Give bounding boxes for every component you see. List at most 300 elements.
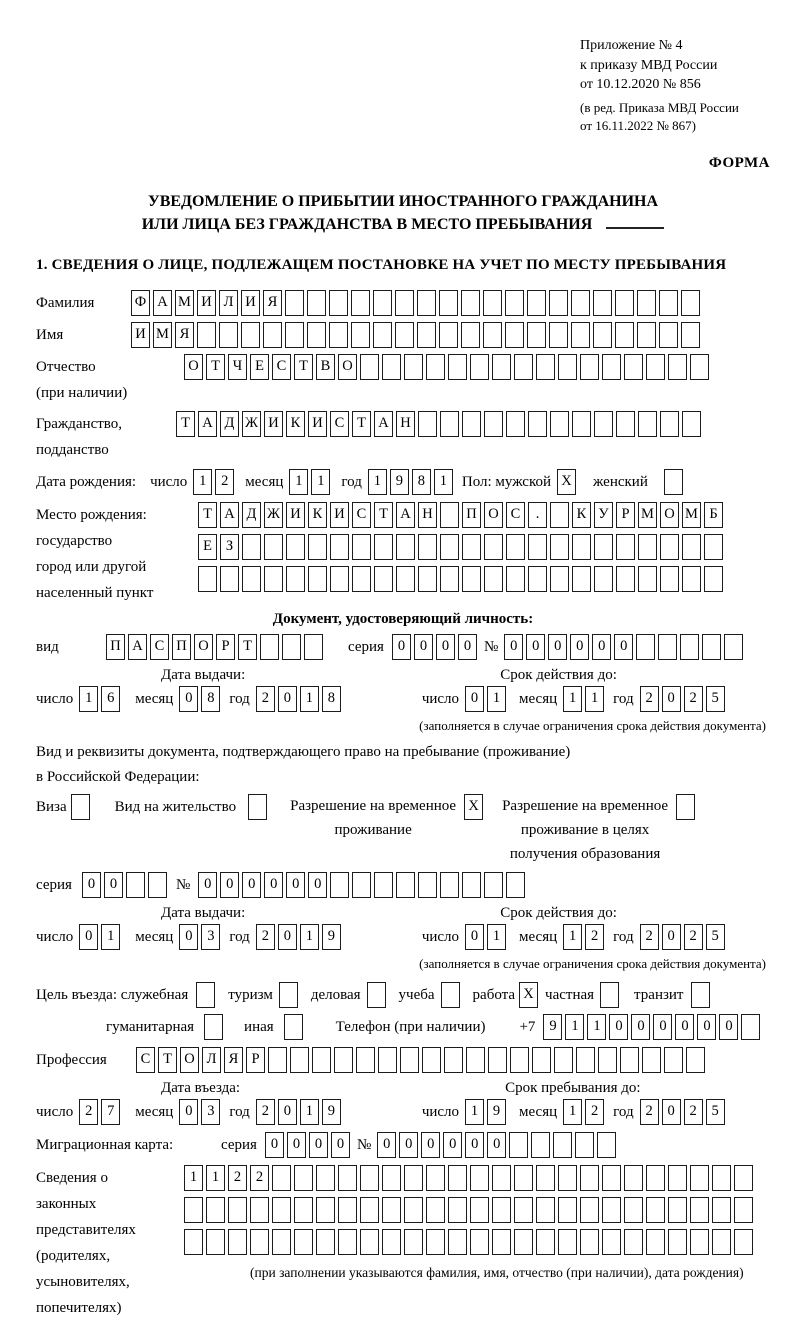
char-cell[interactable]: 2 xyxy=(684,924,703,950)
char-cell[interactable] xyxy=(659,290,678,316)
char-cell[interactable] xyxy=(334,1047,353,1073)
char-cell[interactable] xyxy=(351,290,370,316)
char-cell[interactable] xyxy=(528,534,547,560)
char-cell[interactable] xyxy=(206,1229,225,1255)
char-cell[interactable] xyxy=(553,1132,572,1158)
char-cell[interactable]: 0 xyxy=(697,1014,716,1040)
char-cell[interactable] xyxy=(126,872,145,898)
char-cell[interactable]: Т xyxy=(198,502,217,528)
char-cell[interactable]: . xyxy=(528,502,547,528)
char-cell[interactable] xyxy=(285,322,304,348)
char-cell[interactable]: Д xyxy=(242,502,261,528)
char-cell[interactable]: С xyxy=(352,502,371,528)
char-cell[interactable] xyxy=(646,1197,665,1223)
char-cell[interactable] xyxy=(681,322,700,348)
char-cell[interactable] xyxy=(242,534,261,560)
char-cell[interactable] xyxy=(492,354,511,380)
char-cell[interactable] xyxy=(506,566,525,592)
char-cell[interactable]: Т xyxy=(352,411,371,437)
char-cell[interactable] xyxy=(462,566,481,592)
char-cell[interactable] xyxy=(702,634,721,660)
char-cell[interactable]: 1 xyxy=(300,1099,319,1125)
char-cell[interactable] xyxy=(571,290,590,316)
char-cell[interactable]: 0 xyxy=(265,1132,284,1158)
char-cell[interactable]: 0 xyxy=(286,872,305,898)
char-cell[interactable] xyxy=(642,1047,661,1073)
char-cell[interactable] xyxy=(594,566,613,592)
char-cell[interactable] xyxy=(286,534,305,560)
char-cell[interactable] xyxy=(196,982,215,1008)
char-cell[interactable] xyxy=(198,566,217,592)
char-cell[interactable] xyxy=(352,566,371,592)
char-cell[interactable] xyxy=(418,534,437,560)
char-cell[interactable] xyxy=(682,534,701,560)
char-cell[interactable] xyxy=(382,354,401,380)
char-cell[interactable] xyxy=(624,1197,643,1223)
char-cell[interactable]: П xyxy=(462,502,481,528)
char-cell[interactable]: 2 xyxy=(256,924,275,950)
char-cell[interactable]: Л xyxy=(202,1047,221,1073)
char-cell[interactable]: Е xyxy=(198,534,217,560)
char-cell[interactable]: Б xyxy=(704,502,723,528)
char-cell[interactable] xyxy=(373,322,392,348)
char-cell[interactable] xyxy=(536,1165,555,1191)
char-cell[interactable]: 0 xyxy=(570,634,589,660)
char-cell[interactable] xyxy=(356,1047,375,1073)
char-cell[interactable] xyxy=(506,534,525,560)
char-cell[interactable]: З xyxy=(220,534,239,560)
char-cell[interactable] xyxy=(272,1165,291,1191)
char-cell[interactable]: М xyxy=(638,502,657,528)
char-cell[interactable] xyxy=(285,290,304,316)
char-cell[interactable] xyxy=(527,290,546,316)
char-cell[interactable]: С xyxy=(272,354,291,380)
char-cell[interactable] xyxy=(676,794,695,820)
char-cell[interactable] xyxy=(250,1197,269,1223)
char-cell[interactable] xyxy=(396,566,415,592)
char-cell[interactable] xyxy=(418,566,437,592)
char-cell[interactable]: А xyxy=(220,502,239,528)
char-cell[interactable]: 0 xyxy=(278,924,297,950)
char-cell[interactable] xyxy=(646,354,665,380)
char-cell[interactable]: 1 xyxy=(565,1014,584,1040)
char-cell[interactable] xyxy=(404,1197,423,1223)
char-cell[interactable] xyxy=(558,1197,577,1223)
char-cell[interactable] xyxy=(282,634,301,660)
char-cell[interactable] xyxy=(576,1047,595,1073)
char-cell[interactable] xyxy=(690,1197,709,1223)
char-cell[interactable]: 0 xyxy=(526,634,545,660)
char-cell[interactable] xyxy=(440,534,459,560)
char-cell[interactable]: 1 xyxy=(184,1165,203,1191)
char-cell[interactable]: 0 xyxy=(458,634,477,660)
char-cell[interactable] xyxy=(514,1197,533,1223)
char-cell[interactable] xyxy=(483,322,502,348)
char-cell[interactable] xyxy=(704,534,723,560)
char-cell[interactable]: П xyxy=(172,634,191,660)
char-cell[interactable] xyxy=(448,1165,467,1191)
char-cell[interactable] xyxy=(602,1165,621,1191)
char-cell[interactable] xyxy=(228,1229,247,1255)
char-cell[interactable] xyxy=(712,1165,731,1191)
char-cell[interactable]: 0 xyxy=(662,924,681,950)
char-cell[interactable] xyxy=(514,1229,533,1255)
char-cell[interactable]: Д xyxy=(220,411,239,437)
char-cell[interactable] xyxy=(373,290,392,316)
char-cell[interactable] xyxy=(422,1047,441,1073)
char-cell[interactable]: 1 xyxy=(487,686,506,712)
char-cell[interactable]: 0 xyxy=(278,1099,297,1125)
char-cell[interactable]: Ж xyxy=(242,411,261,437)
char-cell[interactable]: 0 xyxy=(287,1132,306,1158)
char-cell[interactable] xyxy=(682,411,701,437)
char-cell[interactable]: 0 xyxy=(631,1014,650,1040)
char-cell[interactable] xyxy=(304,634,323,660)
char-cell[interactable]: Я xyxy=(263,290,282,316)
char-cell[interactable] xyxy=(580,354,599,380)
char-cell[interactable] xyxy=(509,1132,528,1158)
char-cell[interactable] xyxy=(260,634,279,660)
char-cell[interactable]: 2 xyxy=(585,924,604,950)
char-cell[interactable]: Я xyxy=(175,322,194,348)
char-cell[interactable] xyxy=(734,1197,753,1223)
char-cell[interactable]: В xyxy=(316,354,335,380)
char-cell[interactable] xyxy=(600,982,619,1008)
char-cell[interactable]: А xyxy=(128,634,147,660)
char-cell[interactable] xyxy=(602,354,621,380)
char-cell[interactable] xyxy=(228,1197,247,1223)
char-cell[interactable]: 1 xyxy=(300,686,319,712)
char-cell[interactable]: И xyxy=(286,502,305,528)
char-cell[interactable] xyxy=(426,1165,445,1191)
char-cell[interactable]: Ж xyxy=(264,502,283,528)
char-cell[interactable] xyxy=(528,566,547,592)
char-cell[interactable]: 0 xyxy=(264,872,283,898)
char-cell[interactable]: Т xyxy=(158,1047,177,1073)
char-cell[interactable] xyxy=(462,411,481,437)
char-cell[interactable] xyxy=(660,534,679,560)
char-cell[interactable]: 7 xyxy=(101,1099,120,1125)
char-cell[interactable]: 9 xyxy=(322,1099,341,1125)
char-cell[interactable]: 1 xyxy=(585,686,604,712)
char-cell[interactable] xyxy=(492,1197,511,1223)
char-cell[interactable] xyxy=(505,290,524,316)
char-cell[interactable]: Ч xyxy=(228,354,247,380)
char-cell[interactable] xyxy=(741,1014,760,1040)
char-cell[interactable] xyxy=(220,566,239,592)
char-cell[interactable] xyxy=(668,354,687,380)
char-cell[interactable] xyxy=(307,290,326,316)
char-cell[interactable]: 0 xyxy=(465,686,484,712)
char-cell[interactable] xyxy=(505,322,524,348)
char-cell[interactable] xyxy=(682,566,701,592)
char-cell[interactable] xyxy=(417,290,436,316)
char-cell[interactable] xyxy=(439,290,458,316)
char-cell[interactable] xyxy=(404,1165,423,1191)
char-cell[interactable] xyxy=(572,411,591,437)
char-cell[interactable]: 2 xyxy=(256,1099,275,1125)
char-cell[interactable]: 0 xyxy=(179,924,198,950)
char-cell[interactable] xyxy=(307,322,326,348)
char-cell[interactable] xyxy=(219,322,238,348)
char-cell[interactable] xyxy=(536,1229,555,1255)
char-cell[interactable] xyxy=(439,322,458,348)
char-cell[interactable] xyxy=(360,354,379,380)
char-cell[interactable]: 0 xyxy=(278,686,297,712)
char-cell[interactable] xyxy=(263,322,282,348)
char-cell[interactable] xyxy=(418,872,437,898)
char-cell[interactable] xyxy=(492,1165,511,1191)
char-cell[interactable]: И xyxy=(308,411,327,437)
char-cell[interactable] xyxy=(659,322,678,348)
char-cell[interactable]: О xyxy=(484,502,503,528)
char-cell[interactable] xyxy=(360,1165,379,1191)
char-cell[interactable] xyxy=(646,1165,665,1191)
char-cell[interactable] xyxy=(426,354,445,380)
char-cell[interactable]: П xyxy=(106,634,125,660)
char-cell[interactable]: 0 xyxy=(443,1132,462,1158)
char-cell[interactable] xyxy=(593,290,612,316)
char-cell[interactable] xyxy=(426,1197,445,1223)
char-cell[interactable]: 0 xyxy=(592,634,611,660)
char-cell[interactable] xyxy=(638,411,657,437)
char-cell[interactable] xyxy=(691,982,710,1008)
char-cell[interactable]: 0 xyxy=(179,1099,198,1125)
char-cell[interactable] xyxy=(712,1197,731,1223)
char-cell[interactable] xyxy=(532,1047,551,1073)
char-cell[interactable] xyxy=(668,1197,687,1223)
char-cell[interactable] xyxy=(308,566,327,592)
char-cell[interactable] xyxy=(602,1197,621,1223)
char-cell[interactable]: 0 xyxy=(79,924,98,950)
char-cell[interactable]: И xyxy=(264,411,283,437)
char-cell[interactable]: 0 xyxy=(308,872,327,898)
char-cell[interactable] xyxy=(527,322,546,348)
char-cell[interactable] xyxy=(637,322,656,348)
char-cell[interactable] xyxy=(554,1047,573,1073)
char-cell[interactable]: 2 xyxy=(215,469,234,495)
char-cell[interactable] xyxy=(206,1197,225,1223)
char-cell[interactable] xyxy=(580,1197,599,1223)
char-cell[interactable]: 0 xyxy=(662,1099,681,1125)
char-cell[interactable] xyxy=(378,1047,397,1073)
char-cell[interactable] xyxy=(572,566,591,592)
char-cell[interactable] xyxy=(558,1229,577,1255)
char-cell[interactable] xyxy=(598,1047,617,1073)
char-cell[interactable] xyxy=(286,566,305,592)
char-cell[interactable] xyxy=(484,534,503,560)
char-cell[interactable]: 0 xyxy=(609,1014,628,1040)
char-cell[interactable] xyxy=(536,1197,555,1223)
char-cell[interactable] xyxy=(461,322,480,348)
char-cell[interactable]: 1 xyxy=(563,924,582,950)
char-cell[interactable]: С xyxy=(330,411,349,437)
char-cell[interactable] xyxy=(440,566,459,592)
char-cell[interactable] xyxy=(690,354,709,380)
char-cell[interactable] xyxy=(396,534,415,560)
char-cell[interactable]: 0 xyxy=(198,872,217,898)
char-cell[interactable] xyxy=(352,872,371,898)
char-cell[interactable]: Р xyxy=(246,1047,265,1073)
char-cell[interactable] xyxy=(396,872,415,898)
char-cell[interactable] xyxy=(704,566,723,592)
char-cell[interactable] xyxy=(316,1197,335,1223)
char-cell[interactable]: 1 xyxy=(465,1099,484,1125)
char-cell[interactable]: Т xyxy=(294,354,313,380)
char-cell[interactable]: Л xyxy=(219,290,238,316)
char-cell[interactable]: Е xyxy=(250,354,269,380)
char-cell[interactable] xyxy=(184,1229,203,1255)
char-cell[interactable]: 1 xyxy=(101,924,120,950)
char-cell[interactable]: Н xyxy=(396,411,415,437)
char-cell[interactable]: 2 xyxy=(256,686,275,712)
char-cell[interactable] xyxy=(360,1229,379,1255)
char-cell[interactable] xyxy=(400,1047,419,1073)
char-cell[interactable] xyxy=(461,290,480,316)
char-cell[interactable] xyxy=(241,322,260,348)
char-cell[interactable] xyxy=(329,322,348,348)
char-cell[interactable] xyxy=(440,502,459,528)
char-cell[interactable]: А xyxy=(198,411,217,437)
char-cell[interactable] xyxy=(338,1229,357,1255)
char-cell[interactable]: К xyxy=(572,502,591,528)
char-cell[interactable]: X xyxy=(464,794,483,820)
char-cell[interactable] xyxy=(686,1047,705,1073)
char-cell[interactable] xyxy=(351,322,370,348)
char-cell[interactable] xyxy=(272,1229,291,1255)
char-cell[interactable] xyxy=(148,872,167,898)
char-cell[interactable] xyxy=(382,1229,401,1255)
char-cell[interactable] xyxy=(382,1165,401,1191)
char-cell[interactable]: 2 xyxy=(640,1099,659,1125)
char-cell[interactable]: 2 xyxy=(640,924,659,950)
char-cell[interactable] xyxy=(597,1132,616,1158)
char-cell[interactable] xyxy=(279,982,298,1008)
char-cell[interactable] xyxy=(572,534,591,560)
char-cell[interactable]: К xyxy=(286,411,305,437)
char-cell[interactable] xyxy=(734,1165,753,1191)
char-cell[interactable]: А xyxy=(153,290,172,316)
char-cell[interactable]: 0 xyxy=(421,1132,440,1158)
char-cell[interactable] xyxy=(664,1047,683,1073)
char-cell[interactable] xyxy=(312,1047,331,1073)
char-cell[interactable]: X xyxy=(557,469,576,495)
char-cell[interactable] xyxy=(506,872,525,898)
char-cell[interactable] xyxy=(470,1197,489,1223)
char-cell[interactable] xyxy=(550,502,569,528)
char-cell[interactable]: X xyxy=(519,982,538,1008)
char-cell[interactable] xyxy=(404,354,423,380)
char-cell[interactable]: 1 xyxy=(587,1014,606,1040)
char-cell[interactable]: 1 xyxy=(206,1165,225,1191)
char-cell[interactable] xyxy=(204,1014,223,1040)
char-cell[interactable]: М xyxy=(153,322,172,348)
char-cell[interactable]: 0 xyxy=(548,634,567,660)
char-cell[interactable]: 5 xyxy=(706,1099,725,1125)
char-cell[interactable]: 0 xyxy=(104,872,123,898)
char-cell[interactable] xyxy=(462,534,481,560)
char-cell[interactable] xyxy=(664,469,683,495)
char-cell[interactable] xyxy=(549,290,568,316)
char-cell[interactable] xyxy=(510,1047,529,1073)
char-cell[interactable] xyxy=(658,634,677,660)
char-cell[interactable]: 0 xyxy=(414,634,433,660)
char-cell[interactable]: 0 xyxy=(309,1132,328,1158)
char-cell[interactable] xyxy=(418,411,437,437)
char-cell[interactable] xyxy=(264,566,283,592)
char-cell[interactable] xyxy=(712,1229,731,1255)
char-cell[interactable] xyxy=(660,566,679,592)
char-cell[interactable]: Р xyxy=(216,634,235,660)
char-cell[interactable] xyxy=(294,1197,313,1223)
char-cell[interactable]: Т xyxy=(176,411,195,437)
char-cell[interactable] xyxy=(352,534,371,560)
char-cell[interactable]: 2 xyxy=(250,1165,269,1191)
char-cell[interactable]: Н xyxy=(418,502,437,528)
char-cell[interactable]: 9 xyxy=(322,924,341,950)
char-cell[interactable] xyxy=(470,354,489,380)
char-cell[interactable]: М xyxy=(682,502,701,528)
char-cell[interactable] xyxy=(294,1165,313,1191)
char-cell[interactable] xyxy=(734,1229,753,1255)
char-cell[interactable] xyxy=(360,1197,379,1223)
char-cell[interactable]: 2 xyxy=(228,1165,247,1191)
char-cell[interactable]: 1 xyxy=(563,686,582,712)
char-cell[interactable] xyxy=(615,322,634,348)
char-cell[interactable] xyxy=(594,411,613,437)
char-cell[interactable] xyxy=(636,634,655,660)
char-cell[interactable]: 5 xyxy=(706,686,725,712)
char-cell[interactable] xyxy=(514,1165,533,1191)
char-cell[interactable] xyxy=(616,534,635,560)
char-cell[interactable]: С xyxy=(150,634,169,660)
char-cell[interactable]: 8 xyxy=(412,469,431,495)
char-cell[interactable]: 0 xyxy=(653,1014,672,1040)
char-cell[interactable]: О xyxy=(338,354,357,380)
char-cell[interactable] xyxy=(484,411,503,437)
char-cell[interactable]: 6 xyxy=(101,686,120,712)
char-cell[interactable] xyxy=(374,872,393,898)
char-cell[interactable]: 1 xyxy=(487,924,506,950)
char-cell[interactable] xyxy=(374,534,393,560)
char-cell[interactable]: 0 xyxy=(614,634,633,660)
char-cell[interactable] xyxy=(466,1047,485,1073)
char-cell[interactable]: 0 xyxy=(242,872,261,898)
char-cell[interactable]: 3 xyxy=(201,924,220,950)
char-cell[interactable] xyxy=(616,411,635,437)
char-cell[interactable] xyxy=(646,1229,665,1255)
char-cell[interactable] xyxy=(550,534,569,560)
char-cell[interactable]: Т xyxy=(206,354,225,380)
char-cell[interactable] xyxy=(71,794,90,820)
char-cell[interactable] xyxy=(690,1165,709,1191)
char-cell[interactable]: О xyxy=(660,502,679,528)
char-cell[interactable] xyxy=(681,290,700,316)
char-cell[interactable]: 0 xyxy=(675,1014,694,1040)
char-cell[interactable] xyxy=(268,1047,287,1073)
char-cell[interactable]: 2 xyxy=(684,1099,703,1125)
char-cell[interactable]: О xyxy=(194,634,213,660)
char-cell[interactable]: 0 xyxy=(392,634,411,660)
char-cell[interactable] xyxy=(680,634,699,660)
char-cell[interactable] xyxy=(536,354,555,380)
char-cell[interactable]: 0 xyxy=(719,1014,738,1040)
char-cell[interactable]: Ф xyxy=(131,290,150,316)
char-cell[interactable]: 8 xyxy=(201,686,220,712)
char-cell[interactable] xyxy=(374,566,393,592)
char-cell[interactable]: 1 xyxy=(193,469,212,495)
char-cell[interactable] xyxy=(441,982,460,1008)
